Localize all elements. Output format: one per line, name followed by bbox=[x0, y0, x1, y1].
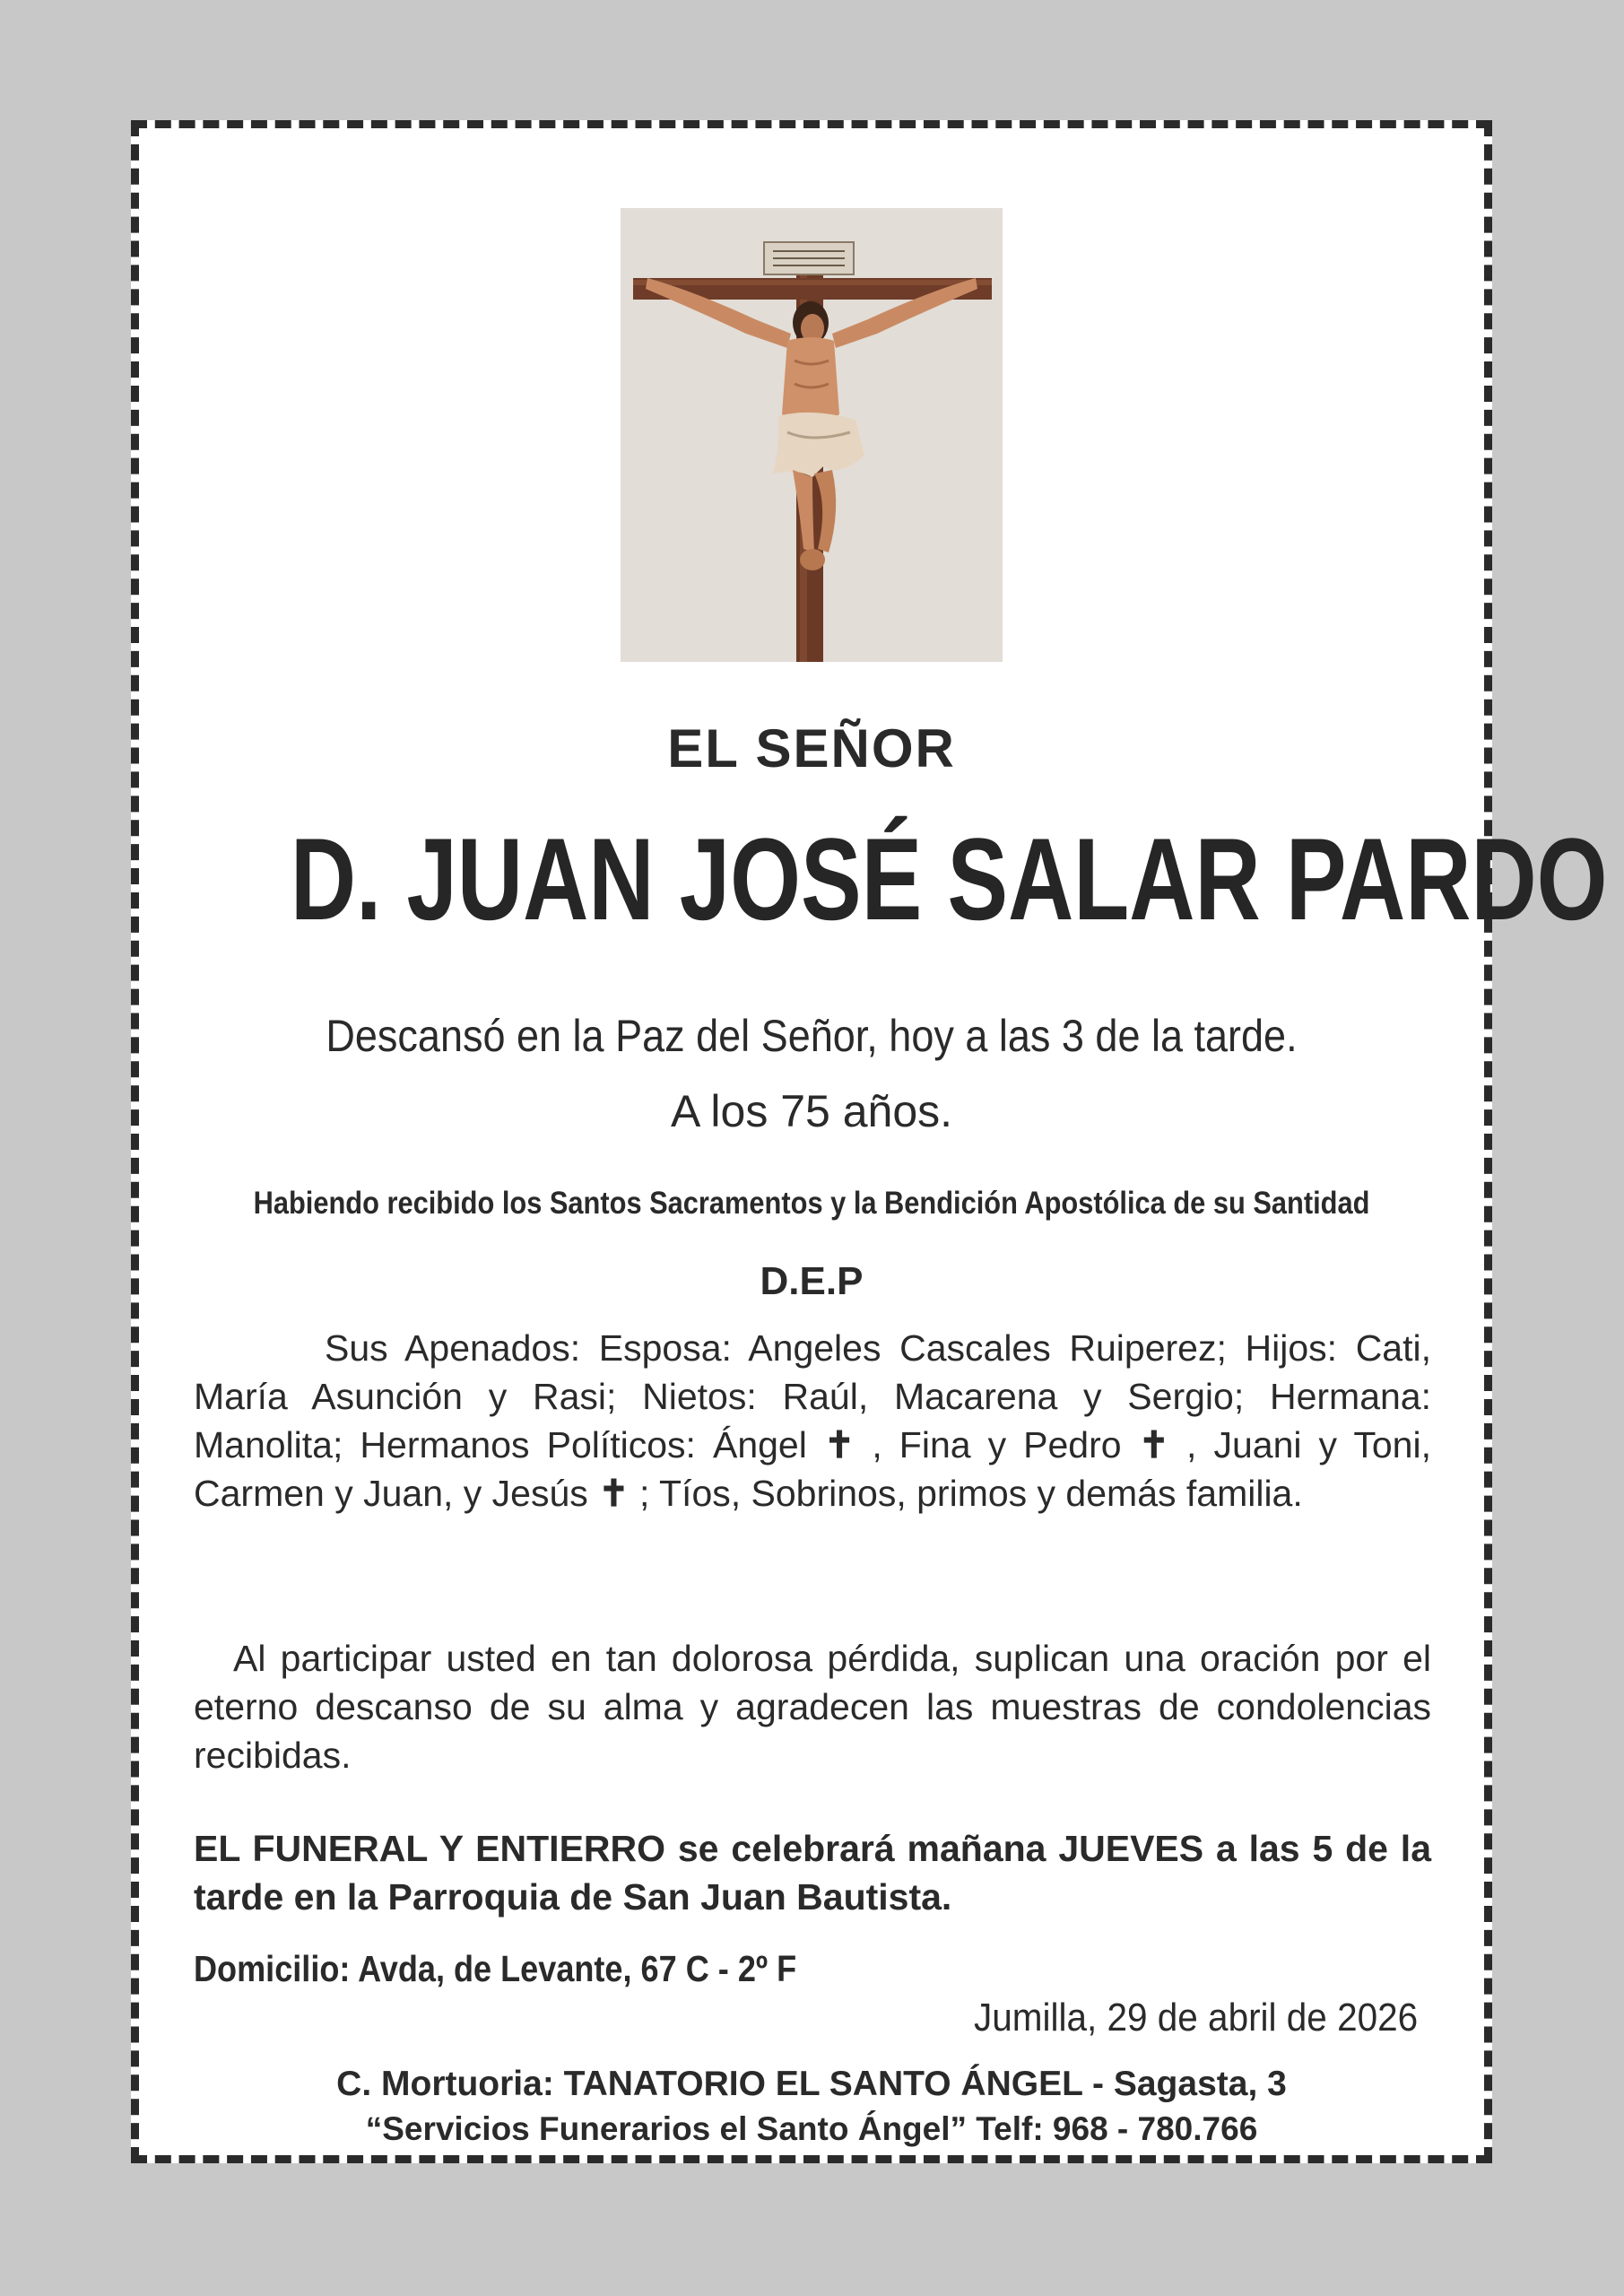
request-paragraph: Al participar usted en tan dolorosa pérdida, suplican una oración por el eterno descanso de su alma y agradecen las muestras de condolencias recibidas. bbox=[194, 1638, 1431, 1776]
dep-label: D.E.P bbox=[760, 1259, 864, 1303]
sacraments-statement: Habiendo recibido los Santos Sacramentos y la Bendición Apostólica de su Santidad bbox=[253, 1186, 1370, 1221]
mortuary-info: C. Mortuoria: TANATORIO EL SANTO ÁNGEL - Sagasta, 3 bbox=[336, 2065, 1287, 2103]
home-address: Domicilio: Avda, de Levante, 67 C - 2º F bbox=[194, 1948, 797, 1989]
mourners-paragraph bbox=[194, 1324, 1431, 1518]
mourners-text-3: , Juani y Toni, Carmen y Juan, y Jesús bbox=[194, 1424, 1431, 1514]
title-el-senor: EL SEÑOR bbox=[667, 718, 956, 778]
funeral-services-info: “Servicios Funerarios el Santo Ángel” Telf: 968 - 780.766 bbox=[365, 2110, 1258, 2147]
mourners-text-1: Sus Apenados: Esposa: Angeles Cascales Ruiperez; Hijos: Cati, María Asunción y Rasi; Nietos: Raúl, Macarena y Sergio; Hermana: Manolita; Hermanos Políticos: Ángel bbox=[194, 1327, 1431, 1465]
crucifix-image bbox=[621, 208, 1003, 662]
funeral-paragraph: EL FUNERAL Y ENTIERRO se celebrará mañana JUEVES a las 5 de la tarde en la Parroquia de San Juan Bautista. bbox=[194, 1828, 1431, 1918]
cross-icon: ✝ bbox=[823, 1424, 855, 1465]
mourners-text-4: ; Tíos, Sobrinos, primos y demás familia. bbox=[638, 1473, 1303, 1514]
mourners-text-2: , Fina y Pedro bbox=[872, 1424, 1122, 1465]
rest-statement: Descansó en la Paz del Señor, hoy a las 3 de la tarde. bbox=[326, 1011, 1298, 1061]
place-date: Jumilla, 29 de abril de 2026 bbox=[973, 1996, 1418, 2039]
deceased-name: D. JUAN JOSÉ SALAR PARDO bbox=[290, 813, 1608, 944]
cross-icon: ✝ bbox=[1138, 1424, 1169, 1465]
age-statement: A los 75 años. bbox=[670, 1086, 953, 1136]
cross-icon: ✝ bbox=[598, 1473, 630, 1514]
